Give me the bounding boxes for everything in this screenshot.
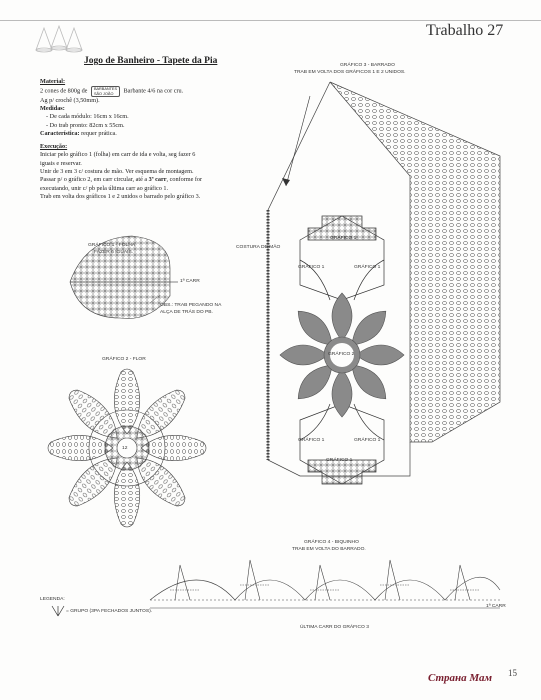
g4-sub: TRAB EM VOLTA DO BARRADO. xyxy=(292,547,366,552)
characteristic-line: Característica: requer prática. xyxy=(40,129,117,137)
seam-label: COSTURA DE MÃO xyxy=(236,245,281,250)
watermark-logo: Страна Мам xyxy=(428,672,493,684)
g1-obs: OBS.: TRAB PEGANDO NA xyxy=(160,303,222,308)
graph1-tiles-top xyxy=(300,216,384,300)
g3-title: GRÁFICO 3 - BARRADO xyxy=(340,63,395,68)
g1-tag-right: GRÁFICO 1 xyxy=(354,265,381,270)
execution-heading: Execução: xyxy=(40,143,68,151)
g1-tag-br: GRÁFICO 1 xyxy=(354,438,381,443)
g1-tag-bl: GRÁFICO 1 xyxy=(298,438,325,443)
g2-title: GRÁFICO 2 - FLOR xyxy=(102,357,146,362)
g2-center: 12 xyxy=(122,446,128,451)
brand-logo: BARBANTES SÃO JOÃO xyxy=(91,86,120,96)
g1-row1: 1ª CARR xyxy=(180,279,200,284)
material-line2: Ag p/ crochê (3,50mm). xyxy=(40,96,100,104)
exec-line: executando, unir c/ pb pela última carr ao gráfico 1. xyxy=(40,184,168,192)
g2-tag: GRÁFICO 2 xyxy=(328,352,355,357)
g1-title: GRÁFICO 1 - FOLHA xyxy=(88,243,136,248)
legend-group-symbol xyxy=(52,606,64,616)
exec-line: iguais e reservar. xyxy=(40,159,82,167)
g1-obs2: ALÇA DE TRÁS DO PB. xyxy=(160,310,213,315)
measure-module: - De cada módulo: 16cm x 16cm. xyxy=(46,113,129,121)
exec-line: Iniciar pelo gráfico 1 (folha) em carr de ida e volta, seg fazer 6 xyxy=(40,151,196,159)
legend-title: LEGENDA: xyxy=(40,597,65,602)
g3-sub: TRAB EM VOLTA DOS GRÁFICOS 1 E 2 UNIDOS. xyxy=(294,70,406,75)
g4-row1: 1ª CARR xyxy=(486,604,506,609)
legend-item: = GRUPO (3PA FECHADOS JUNTOS). xyxy=(66,609,153,614)
exec-line: Passar p/ o gráfico 2, em carr circular, até a 3ª carr, conforme for xyxy=(40,176,203,184)
g1-sub: FAZER 6 IGUAIS. xyxy=(94,250,134,255)
project-title: Jogo de Banheiro - Tapete da Pia xyxy=(84,56,218,66)
g1-tag-bottom: GRÁFICO 1 xyxy=(326,458,353,463)
measure-total: - Do trab pronto: 82cm x 55cm. xyxy=(46,121,125,129)
g1-tag-left: GRÁFICO 1 xyxy=(298,265,325,270)
g4-last: ÚLTIMA CARR DO GRÁFICO 3 xyxy=(300,625,369,630)
g4-title: GRÁFICO 4 - BIQUINHO xyxy=(304,540,359,545)
exec-line: Trab em volta dos gráficos 1 e 2 unidos o barrado pelo gráfico 3. xyxy=(40,192,201,200)
measures-heading: Medidas: xyxy=(40,105,65,112)
page-number: 15 xyxy=(508,668,517,678)
exec-line: Unir de 3 em 3 c/ costura de mão. Ver esquema de montagem. xyxy=(40,168,194,176)
page-title: Trabalho 27 xyxy=(426,22,504,39)
material-line1: 2 cones de 800g de BARBANTES SÃO JOÃO Barbante 4/6 na cor cru. xyxy=(40,87,184,96)
material-heading: Material: xyxy=(40,78,66,85)
g1-tag-top: GRÁFICO 1 xyxy=(330,236,357,241)
graph4-picot-chart xyxy=(150,560,500,608)
